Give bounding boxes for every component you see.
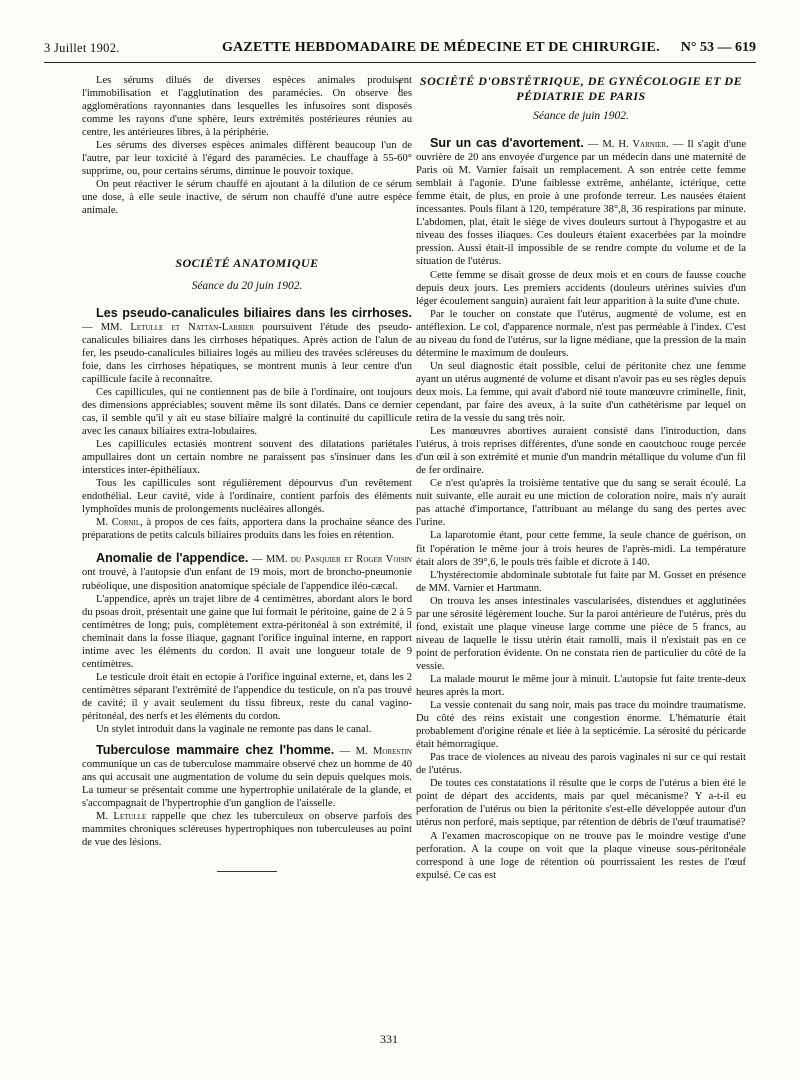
paragraph: Le testicule droit était en ectopie à l'orifice inguinal externe, et, dans les 2 centimètres séparant l'extrémité de l'appendice du testicule, on n'a pas trouvé de cavité; il y avait seulement du tissu fibreux, reste du canal vagino-péritonéal, des nerfs et les éléments du cordon. — [82, 671, 412, 722]
paragraph: Ces capillicules, qui ne contiennent pas de bile à l'ordinaire, ont toujours des dimensions appréciables; souvent même ils sont dilatés. Dans ce dernier cas, il semble qu'il y ait eu stase biliaire malgré la continuité du capillicule avec les canaux biliaires extra-lobulaires. — [82, 386, 412, 437]
paragraph: Les capillicules ectasiés montrent souvent des dilatations pariétales ampullaires dont un certain nombre ne paraissent pas s'insinuer dans les interstices inter-épithéliaux. — [82, 439, 412, 477]
section-end-rule — [217, 871, 277, 872]
paragraph: poursuivent l'étude des pseudo-canalicules biliaires dans les cirrhoses hépatiques. Après action de l'alun de fer, les pseudo-canalicules biliaires logés au milieu des travées scléreuses du foie, dans les cirrhoses hépatiques, se montrent munis à leur centre d'un capillicule facile à reconnaître. — [82, 321, 413, 385]
article: Anomalie de l'appendice. — MM. du Pasquier et Roger Voisin ont trouvé, à l'autopsie d'un enfant de 19 mois, mort de broncho-pneumonie rubéolique, une disposition anatomique spéciale de l'appendice iléo-cæcal. — [82, 551, 412, 592]
paragraph: Les sérums des diverses espèces animales diffèrent beaucoup l'un de l'autre, par leur toxicité à l'égard des paramécies. Le chauffage à 55-60° supprime, ou, pour certains sérums, diminue le pouvoir toxique. — [82, 140, 412, 178]
journal-title: GAZETTE HEBDOMADAIRE DE MÉDECINE ET DE CHIRURGIE. — [222, 40, 660, 55]
paragraph: Cette femme se disait grosse de deux mois et en cours de fausse couche depuis deux jours. Les premiers accidents (douleurs utérines suivies d'un léger écoulement sanguin) auraient fait leur apparition à la suite d'une chute. — [416, 269, 746, 307]
paragraph: De toutes ces constatations il résulte que le corps de l'utérus a bien été le point de départ des accidents, mais par quel mécanisme? Y a-t-il eu perforation de l'utérus ou bien la péritonite s'est-elle développée autour d'un utérus non perforé, mais septique, par rétention de débris de l'œuf traumatisé? — [416, 778, 746, 829]
issue-number: N° 53 — 619 — [680, 40, 756, 55]
paragraph: L'appendice, après un trajet libre de 4 centimètres, abordant alors le bord du psoas droit, présentait une gaine que lui formait le péritoine, gaine de 2 à 5 centimètres de long; puis, complètement extra-péritonéal à son extrémité, il cheminait dans la fosse iliaque, gagnant l'orifice inguinal interne, en rapport intime avec les éléments du cordon. Il avait une longueur totale de 9 centimètres. — [82, 593, 412, 670]
article-authors: M. Letulle — [96, 811, 147, 823]
article-authors: MM. du Pasquier et Roger Voisin — [265, 554, 412, 566]
paragraph: rappelle que chez les tuberculeux on observe parfois des mammites chroniques scléreuses hypertrophiques non tuberculeuses au point de vue des lésions. — [82, 811, 412, 849]
society-heading: SOCIÉTÉ D'OBSTÉTRIQUE, DE GYNÉCOLOGIE ET DE PÉDIATRIE DE PARIS — [419, 74, 743, 103]
paragraph: Il s'agit d'une ouvrière de 20 ans envoyée d'urgence par un médecin dans une maternité de Paris où M. Varnier faisait un remplacement. A son entrée cette femme semblait à l'agonie. D'une faiblesse extrême, anhélante, ictérique, cette femme était, de plus, en proie à une profonde terreur. Les nausées étaient incessantes. Pouls filant à 120, température 38°,8, 36 respirations par minute. L'abdomen, plat, était le siège de vives douleurs surtout à l'hypogastre et au niveau des fosses iliaques. Ces douleurs étaient exacerbées par la moindre pression. Aussi était-il impossible de se rendre compte du volume et de la situation de l'utérus. — [416, 139, 747, 268]
left-column — [82, 74, 412, 872]
article: Tuberculose mammaire chez l'homme. — M. Morestin communique un cas de tuberculose mammaire observé chez un homme de 40 ans qui accusait une augmentation de volume du sein depuis quelques mois. La tumeur se présentait comme une hypertrophie unilatérale de la glande, et s'accompagnait de l'hypertrophie d'un ganglion de l'aisselle. — [82, 743, 412, 810]
paragraph: La malade mourut le même jour à minuit. L'autopsie fut faite trente-deux heures après la mort. — [416, 673, 746, 699]
society-heading: SOCIÉTÉ ANATOMIQUE — [175, 255, 319, 270]
paragraph: A l'examen macroscopique on ne trouve pas le moindre vestige d'une perforation. A la coupe on voit que la plaque vineuse sous-péritonéale correspond à une loge de rétention où pourrissaient les restes de l'œuf expulsé. Ce cas est — [416, 830, 746, 881]
issue-date: 3 Juillet 1902. — [44, 41, 120, 55]
session-date: Séance du 20 juin 1902. — [191, 279, 303, 292]
session-date: Séance de juin 1902. — [533, 110, 629, 122]
article-title: Sur un cas d'avortement. — [430, 136, 584, 151]
paragraph: communique un cas de tuberculose mammaire observé chez un homme de 40 ans qui accusait une augmentation de volume du sein depuis quelques mois. La tumeur se présentait comme une hypertrophie unilatérale de la glande, et s'accompagnait de l'hypertrophie d'un ganglion de l'aisselle. — [82, 759, 412, 810]
paragraph: La vessie contenait du sang noir, mais pas trace du moindre traumatisme. Du côté des reins existait une congestion énorme. L'hématurie était probablement d'origine rénale et liée à la septicémie. La sérosité du péricarde était hémorragique. — [416, 700, 746, 751]
paragraph: à propos de ces faits, apportera dans la prochaine séance des préparations de petits calculs biliaires produits dans les foies en rétention. — [82, 517, 412, 542]
article-title: Anomalie de l'appendice. — [96, 551, 249, 566]
paragraph: Un seul diagnostic était possible, celui de péritonite chez une femme ayant un utérus augmenté de volume et disant n'avoir pas eu ses règles depuis deux mois. La femme, qui avait d'abord nié toute manœuvre criminelle, finit, cependant, par faire des aveux, à la suite d'un cathétérisme par lequel on retira de la vessie du sang très noir. — [416, 360, 746, 425]
header-rule — [44, 62, 756, 63]
article: Les pseudo-canalicules biliaires dans les cirrhoses. — MM. Letulle et Nattan-Larrier poursuivent l'étude des pseudo-canalicules biliaires dans les cirrhoses hépatiques. Après action de l'alun de fer, les pseudo-canalicules biliaires logés au milieu des travées scléreuses du foie, dans les cirrhoses hépatiques, se montrent munis à leur centre d'un capillicule facile à reconnaître. — [82, 305, 413, 385]
paragraph: La laparotomie étant, pour cette femme, la seule chance de guérison, on fit l'opération le même jour à trois heures de l'après-midi. La température était alors de 39°,6, le pouls très faible et dicrote à 140. — [416, 530, 746, 568]
paragraph: Par le toucher on constate que l'utérus, augmenté de volume, est en antéflexion. Le col, d'apparence normale, n'est pas perméable à l'index. C'est au niveau du fond de l'utérus, sur la ligne médiane, que la pression de la main détermine le maximum de douleurs. — [416, 308, 746, 359]
paragraph: On peut réactiver le sérum chauffé en ajoutant à la dilution de ce sérum une dose, à elle seule inactive, de sérum non chauffé d'une autre espèce animale. — [82, 179, 412, 217]
article-authors: M. Morestin — [355, 746, 412, 758]
article-authors: MM. Letulle et Nattan-Larrier — [100, 321, 254, 333]
article — [82, 516, 412, 542]
page-number: 331 — [380, 1032, 398, 1046]
article — [82, 810, 412, 849]
paragraph: L'hystérectomie abdominale subtotale fut faite par M. Gosset en présence de MM. Varnier et Hartmann. — [416, 569, 746, 594]
paragraph: On trouva les anses intestinales vascularisées, distendues et agglutinées par une sérosité légèrement louche. Sur la paroi antérieure de l'utérus, près du fond, existait une plaque vineuse large comme une pièce de 5 francs, au niveau de laquelle le tissu utérin était ramolli, mais il n'existait pas en ce point de perforation évidente. On ne constata rien de particulier du côté de la vessie. — [416, 595, 746, 672]
paragraph: Les sérums dilués de diverses espèces animales produisent l'immobilisation et l'agglutination des paramécies. On observe des agglomérations rayonnantes dans lesquelles les infusoires sont disposés comme les rayons d'une sphère, leurs extrémités postérieures réunies au centre, les antérieures libres, à la périphérie. — [82, 75, 412, 139]
right-column — [416, 74, 746, 882]
article-authors: M. Cornil, — [96, 517, 143, 529]
article-authors: M. H. Varnier. — [602, 139, 669, 151]
paragraph: Tous les capillicules sont régulièrement dépourvus d'un revêtement endothélial. Leur cavité, vide à l'ordinaire, contient parfois des éléments lymphoïdes munis de prolongements nucléaires allongés. — [82, 478, 412, 516]
article-title: Tuberculose mammaire chez l'homme. — [96, 743, 335, 758]
paragraph: ont trouvé, à l'autopsie d'un enfant de 19 mois, mort de broncho-pneumonie rubéolique, une disposition anatomique spéciale de l'appendice iléo-cæcal. — [82, 567, 412, 592]
paragraph: Les manœuvres abortives auraient consisté dans l'introduction, dans l'utérus, à trois reprises différentes, d'une sonde en caoutchouc rouge percée d'un œil à son extrémité et munie d'un mandrin métallique du volume d'un fil de fer ordinaire. — [416, 426, 746, 477]
page-header — [44, 40, 756, 62]
paragraph: Un stylet introduit dans la vaginale ne remonte pas dans le canal. — [96, 724, 372, 736]
paragraph: Pas trace de violences au niveau des parois vaginales ni sur ce qui restait de l'utérus. — [416, 752, 746, 777]
article: Sur un cas d'avortement. — M. H. Varnier. — Il s'agit d'une ouvrière de 20 ans envoyée d'urgence par un médecin dans une maternité de Paris où M. Varnier faisait un remplacement. A son entrée cette femme semblait à l'agonie. D'une faiblesse extrême, anhélante, ictérique, cette femme était, de plus, en proie à une profonde terreur. Les nausées étaient incessantes. Pouls filant à 120, température 38°,8, 36 respirations par minute. L'abdomen, plat, était le siège de vives douleurs surtout à l'hypogastre et au niveau des fosses iliaques. Ces douleurs étaient exacerbées par la moindre pression. Aussi était-il impossible de se rendre compte du volume et de la situation de l'utérus. — [416, 136, 747, 268]
article-title: Les pseudo-canalicules biliaires dans les cirrhoses. — [96, 305, 412, 320]
paragraph: Ce n'est qu'après la troisième tentative que du sang se serait écoulé. La nuit suivante, elle aurait eu une miction de coloration noire, mais n'y aurait pas attaché d'importance, l'attribuant au mélange du sang des pertes avec l'urine. — [416, 478, 746, 529]
